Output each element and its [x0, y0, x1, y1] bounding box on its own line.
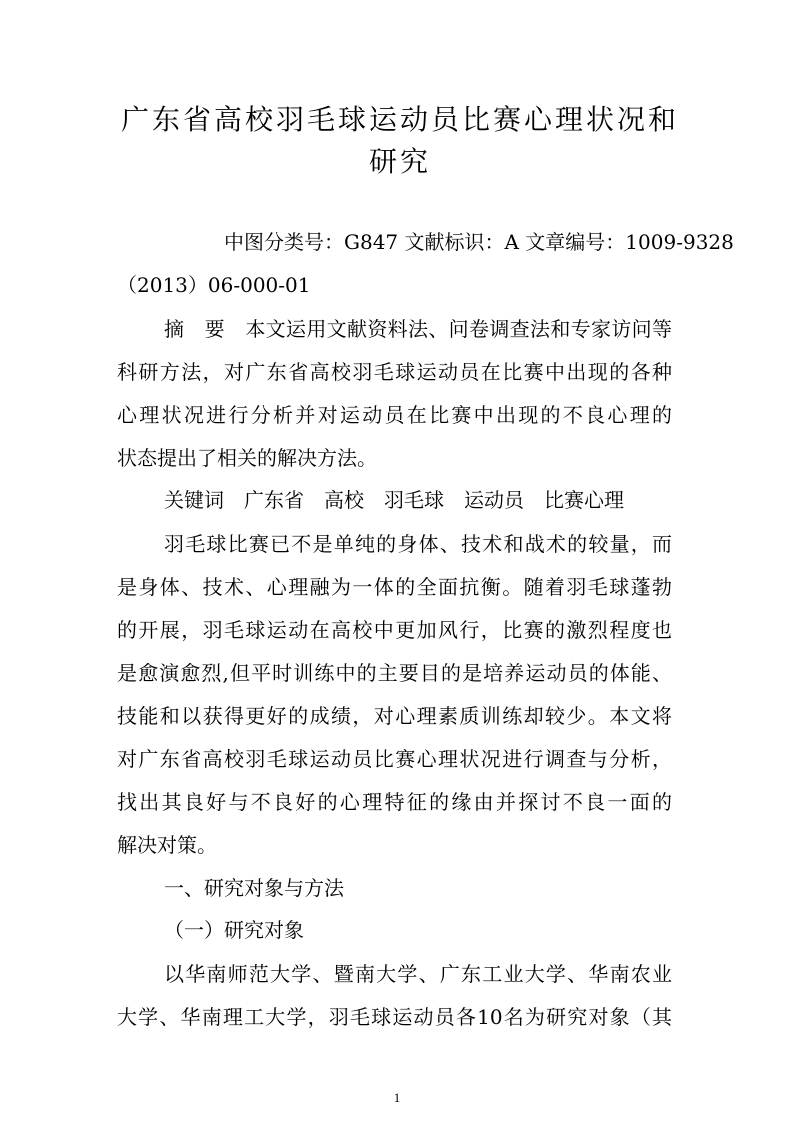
paragraph-line: 的开展，羽毛球运动在高校中更加风行，比赛的激烈程度也 — [117, 618, 672, 642]
paragraph-line: 以华南师范大学、暨南大学、广东工业大学、华南农业 — [164, 962, 672, 986]
paragraph-line: 大学、华南理工大学，羽毛球运动员各10名为研究对象（其 — [117, 1005, 672, 1029]
document-title-line-1: 广东省高校羽毛球运动员比赛心理状况和 — [120, 103, 679, 136]
classification-line: 中图分类号：G847 文献标识：A 文章编号：1009-9328 — [224, 230, 734, 254]
subsection-heading: （一）研究对象 — [164, 918, 304, 942]
paragraph-line: 是愈演愈烈,但平时训练中的主要目的是培养运动员的体能、 — [117, 661, 672, 685]
abstract-line: 科研方法，对广东省高校羽毛球运动员在比赛中出现的各种 — [117, 360, 672, 384]
abstract-line: 状态提出了相关的解决方法。 — [117, 446, 377, 470]
document-title-line-2: 研究 — [368, 145, 431, 178]
paragraph-line: 羽毛球比赛已不是单纯的身体、技术和战术的较量，而 — [164, 532, 672, 556]
section-heading: 一、研究对象与方法 — [164, 876, 344, 900]
paragraph-line: 技能和以获得更好的成绩，对心理素质训练却较少。本文将 — [117, 704, 672, 728]
paragraph-line: 是身体、技术、心理融为一体的全面抗衡。随着羽毛球蓬勃 — [117, 575, 672, 599]
page-number: 1 — [393, 1090, 401, 1105]
abstract-line: 摘 要 本文运用文献资料法、问卷调查法和专家访问等 — [164, 317, 672, 341]
paragraph-line: 找出其良好与不良好的心理特征的缘由并探讨不良一面的 — [117, 790, 672, 814]
paragraph-line: 对广东省高校羽毛球运动员比赛心理状况进行调查与分析， — [117, 747, 672, 771]
paragraph-line: 解决对策。 — [117, 833, 217, 857]
keywords-line: 关键词 广东省 高校 羽毛球 运动员 比赛心理 — [164, 488, 624, 512]
abstract-line: 心理状况进行分析并对运动员在比赛中出现的不良心理的 — [117, 403, 672, 427]
classification-line-cont: （2013）06-000-01 — [117, 273, 311, 297]
